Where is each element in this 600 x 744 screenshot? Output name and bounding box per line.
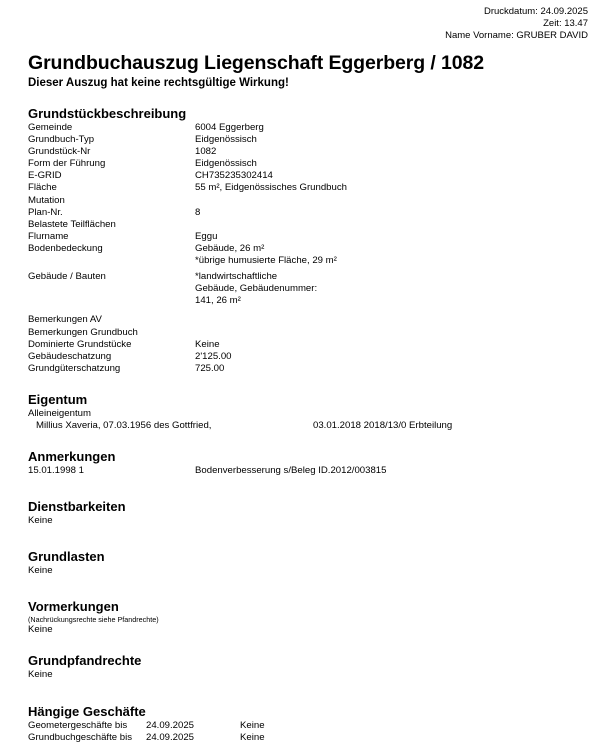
section-dienstbarkeiten (28, 499, 588, 527)
row-label: E-GRID (28, 170, 62, 182)
title-block (28, 52, 484, 90)
table-row (28, 351, 588, 363)
print-header (445, 6, 588, 43)
table-row (28, 219, 588, 231)
owner-acquisition-info: 03.01.2018 2018/13/0 Erbteilung (313, 419, 453, 431)
owner-row (28, 420, 588, 432)
row-label: Bodenbedeckung (28, 242, 103, 254)
section-grundpfandrechte (28, 653, 588, 681)
row-value: 1082 (195, 146, 217, 158)
table-row (28, 363, 588, 375)
section-value: Keine (28, 669, 53, 681)
table-row (28, 122, 588, 134)
row-label: Dominierte Grundstücke (28, 338, 132, 350)
pending-business-label: Grundbuchgeschäfte bis (28, 731, 132, 743)
section-anmerkungen (28, 449, 588, 477)
print-user-name: Name Vorname: GRUBER DAVID (445, 30, 588, 42)
row-label: Bemerkungen Grundbuch (28, 326, 138, 338)
row-label: Bemerkungen AV (28, 314, 102, 326)
section-value: Keine (28, 515, 53, 527)
section-grundstueckbeschreibung (28, 106, 588, 375)
pending-business-row (28, 732, 588, 744)
row-label: Mutation (28, 194, 65, 206)
row-value: 8 (195, 206, 201, 218)
row-label: Grundgüterschatzung (28, 362, 121, 374)
table-row (28, 158, 588, 170)
print-time: Zeit: 13.47 (543, 18, 588, 30)
row-label: Grundstück-Nr (28, 146, 91, 158)
section-haengige-geschaefte (28, 704, 588, 744)
print-date: Druckdatum: 24.09.2025 (483, 6, 588, 17)
page-title: Grundbuchauszug Liegenschaft Eggerberg / 1082 (28, 52, 485, 74)
row-value-continuation: 141, 26 m² (195, 295, 241, 307)
row-value: 725.00 (195, 362, 225, 374)
section-value: Keine (28, 624, 53, 636)
pending-business-value: Keine (240, 731, 265, 743)
table-row (28, 134, 588, 146)
row-label: Form der Führung (28, 158, 106, 170)
row-label: Gebäudeschatzung (28, 350, 112, 362)
annotation-date: 15.01.1998 1 (28, 465, 85, 477)
row-label: Gebäude / Bauten (28, 271, 106, 283)
table-row (28, 327, 588, 339)
table-row (28, 207, 588, 219)
row-value: Eidgenössisch (195, 158, 257, 170)
pending-business-date: 24.09.2025 (146, 719, 195, 731)
row-label: Fläche (28, 182, 57, 194)
row-value: CH735235302414 (195, 170, 273, 182)
table-row-bodenbedeckung (28, 243, 588, 255)
section-grundlasten (28, 549, 588, 577)
table-row (28, 170, 588, 182)
section-heading: Dienstbarkeiten (28, 499, 126, 515)
row-value: Keine (195, 338, 220, 350)
section-eigentum (28, 392, 588, 432)
page-subtitle: Dieser Auszug hat keine rechtsgültige Wirkung! (28, 77, 289, 89)
ownership-type: Alleineigentum (28, 407, 91, 419)
section-heading: Anmerkungen (28, 449, 116, 465)
section-value: Keine (28, 565, 53, 577)
row-label: Plan-Nr. (28, 206, 63, 218)
row-label: Grundbuch-Typ (28, 134, 95, 146)
table-row-gebaeude-bauten (28, 271, 588, 283)
pending-business-date: 24.09.2025 (146, 731, 195, 743)
row-label: Belastete Teilflächen (28, 218, 116, 230)
annotation-row (28, 465, 588, 477)
table-row (28, 182, 588, 194)
row-value: Gebäude, 26 m² (195, 242, 265, 254)
pending-business-label: Geometergeschäfte bis (28, 719, 128, 731)
section-heading: Vormerkungen (28, 599, 119, 615)
table-row (28, 339, 588, 351)
owner-name: Millius Xaveria, 07.03.1956 des Gottfried, (36, 419, 212, 431)
row-value: 6004 Eggerberg (195, 122, 264, 133)
row-value: 55 m², Eidgenössisches Grundbuch (195, 182, 347, 194)
document-content (28, 106, 588, 744)
row-value-continuation: Gebäude, Gebäudenummer: (195, 283, 318, 295)
annotation-text: Bodenverbesserung s/Beleg ID.2012/003815 (195, 465, 387, 477)
pending-business-value: Keine (240, 719, 265, 731)
section-heading: Grundstückbeschreibung (28, 106, 187, 121)
section-vormerkungen (28, 599, 588, 636)
section-heading: Eigentum (28, 391, 88, 407)
row-label: Gemeinde (28, 122, 73, 133)
table-row (28, 231, 588, 243)
section-heading: Grundpfandrechte (28, 653, 142, 669)
section-subtitle: (Nachrückungsrechte siehe Pfandrechte) (28, 615, 159, 625)
row-value: Eggu (195, 230, 218, 242)
section-heading: Grundlasten (28, 549, 105, 565)
table-row (28, 195, 588, 207)
table-row (28, 314, 588, 326)
pending-business-row (28, 720, 588, 732)
property-description-rows (28, 122, 588, 375)
row-label: Flurname (28, 230, 69, 242)
row-value-continuation: *übrige humusierte Fläche, 29 m² (195, 255, 337, 267)
row-value: Eidgenössisch (195, 134, 257, 146)
section-heading: Hängige Geschäfte (28, 703, 146, 719)
table-row (28, 146, 588, 158)
row-value: 2'125.00 (195, 350, 232, 362)
row-value: *landwirtschaftliche (195, 271, 278, 283)
